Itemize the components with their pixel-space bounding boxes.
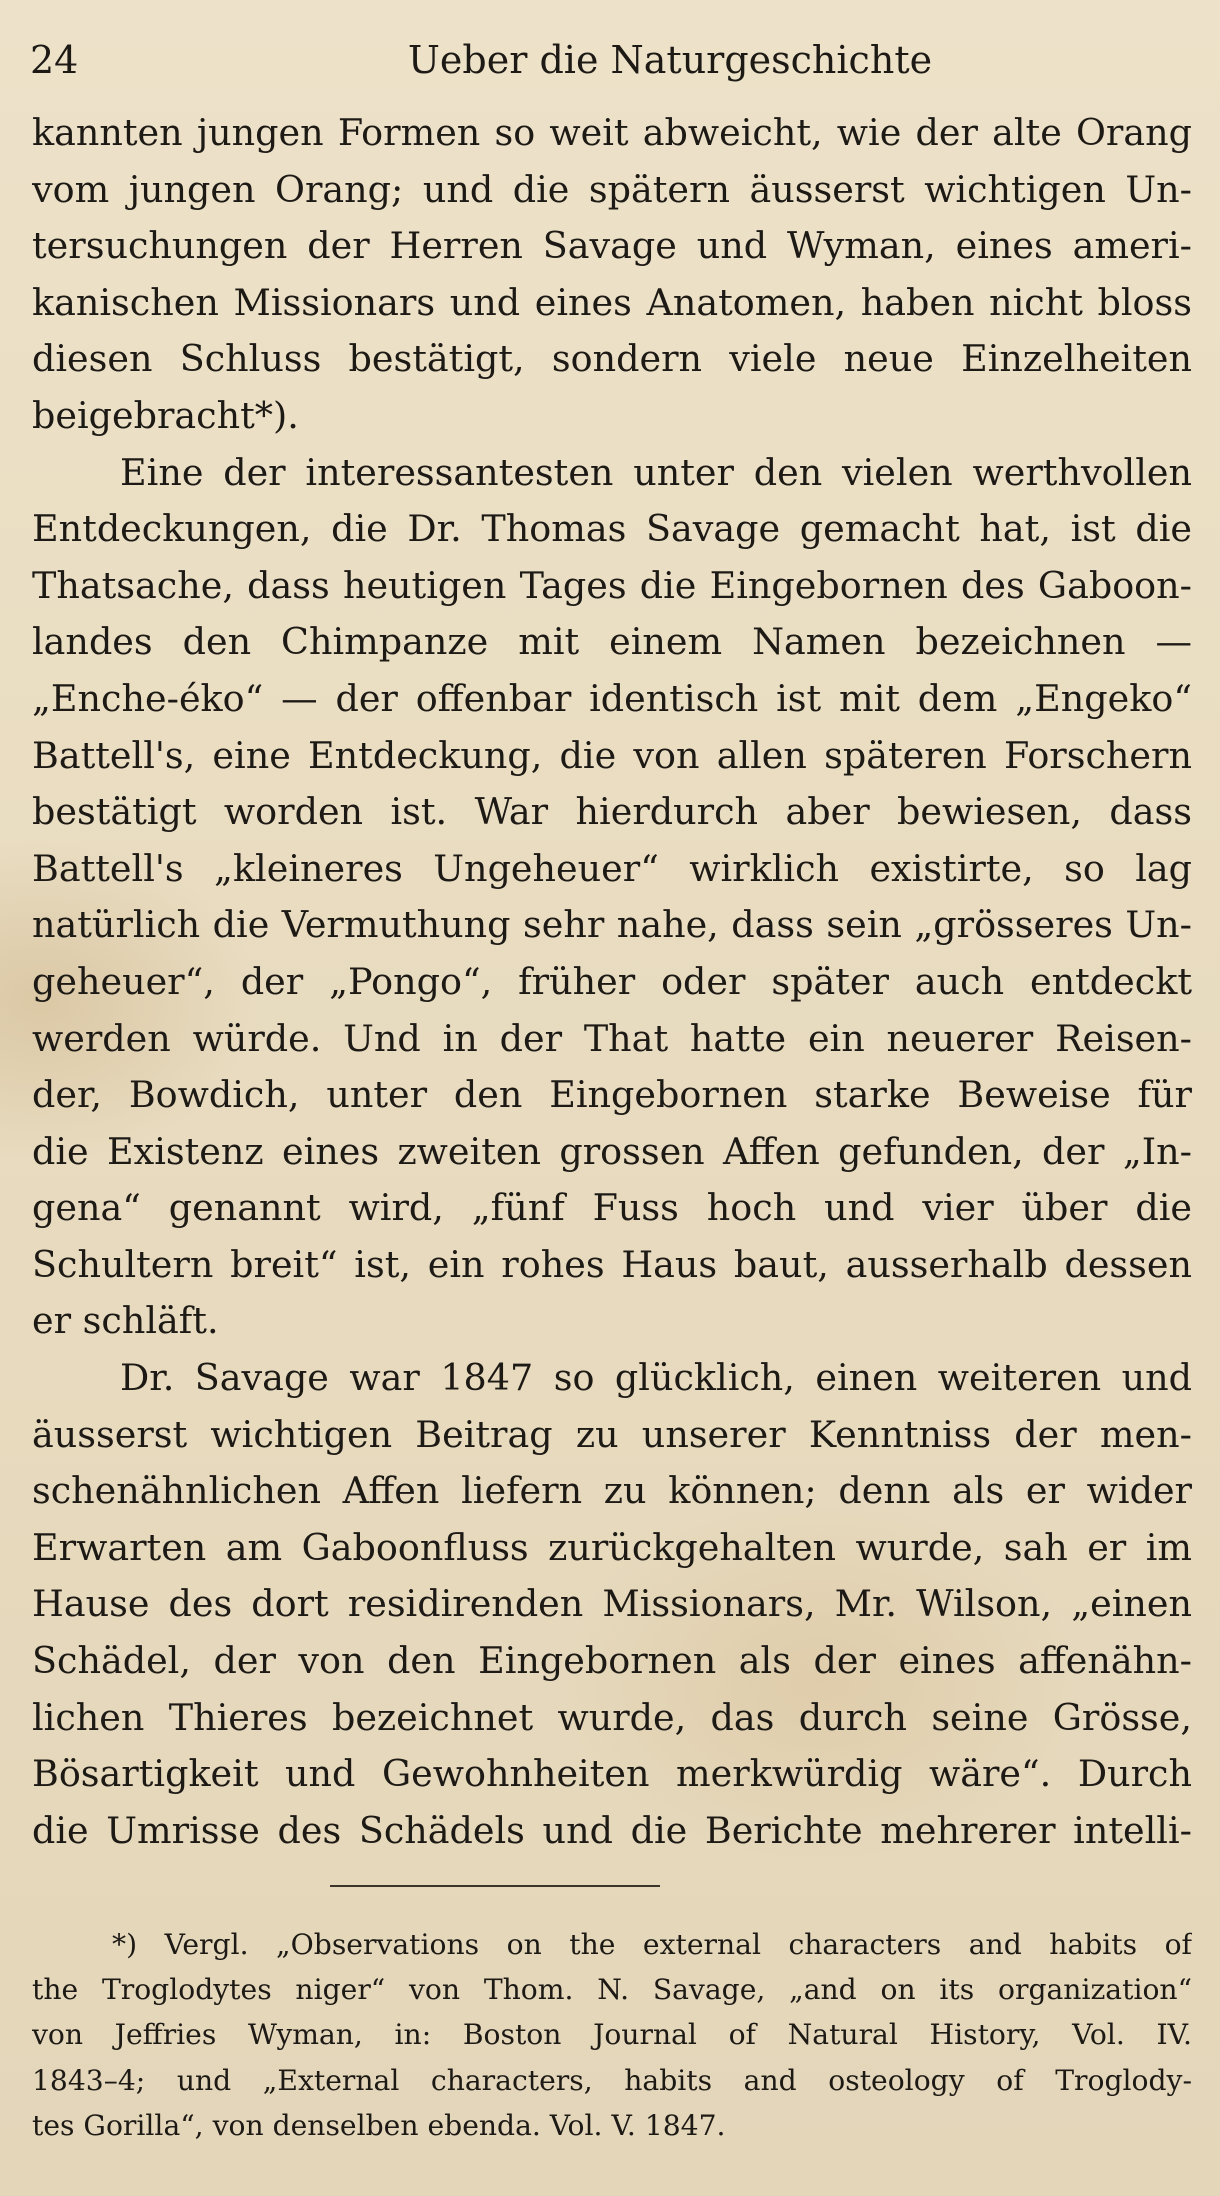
footnote-line: the Troglodytes niger“ von Thom. N. Savage, „and on its organization“	[32, 1973, 1192, 2007]
footnote-divider	[330, 1885, 660, 1887]
text-line: natürlich die Vermuthung sehr nahe, dass sein „grösseres Un-	[32, 903, 1192, 947]
text-line: diesen Schluss bestätigt, sondern viele neue Einzelheiten	[32, 337, 1192, 381]
text-line: Erwarten am Gaboonfluss zurückgehalten wurde, sah er im	[32, 1525, 1192, 1569]
text-line: lichen Thieres bezeichnet wurde, das durch seine Grösse,	[32, 1695, 1192, 1739]
text-line: der, Bowdich, unter den Eingebornen starke Beweise für	[32, 1073, 1192, 1117]
text-line: geheuer“, der „Pongo“, früher oder später auch entdeckt	[32, 959, 1192, 1003]
text-line: Dr. Savage war 1847 so glücklich, einen weiteren und	[120, 1356, 1192, 1400]
text-line: äusserst wichtigen Beitrag zu unserer Kenntniss der men-	[32, 1412, 1192, 1456]
text-line: kannten jungen Formen so weit abweicht, wie der alte Orang	[32, 111, 1192, 154]
text-line: tersuchungen der Herren Savage und Wyman, eines ameri-	[32, 224, 1192, 268]
footnote-line: *) Vergl. „Observations on the external characters and habits of	[112, 1928, 1192, 1961]
text-line: beigebracht*).	[32, 393, 299, 437]
text-line: bestätigt worden ist. War hierdurch aber bewiesen, dass	[32, 790, 1192, 834]
text-line: landes den Chimpanze mit einem Namen bezeichnen —	[32, 620, 1192, 664]
text-line: Hause des dort residirenden Missionars, Mr. Wilson, „einen	[32, 1582, 1192, 1626]
running-title: Ueber die Naturgeschichte	[407, 38, 933, 82]
text-line: werden würde. Und in der That hatte ein neuerer Reisen-	[32, 1016, 1192, 1060]
text-line: Eine der interessantesten unter den vielen werthvollen	[120, 450, 1192, 494]
footnote-line: 1843–4; und „External characters, habits and osteology of Troglody-	[32, 2063, 1192, 2097]
text-line: die Existenz eines zweiten grossen Affen gefunden, der „In-	[32, 1129, 1192, 1173]
text-line: Schädel, der von den Eingebornen als der eines affenähn-	[32, 1639, 1192, 1683]
page-number: 24	[30, 38, 79, 82]
text-line: die Umrisse des Schädels und die Berichte mehrerer intelli-	[32, 1808, 1192, 1852]
text-line: gena“ genannt wird, „fünf Fuss hoch und vier über die	[32, 1186, 1192, 1230]
text-line: er schläft.	[32, 1299, 219, 1343]
text-line: Bösartigkeit und Gewohnheiten merkwürdig wäre“. Durch	[32, 1752, 1192, 1796]
text-line: Battell's, eine Entdeckung, die von allen späteren Forschern	[32, 733, 1192, 777]
text-line: Schultern breit“ ist, ein rohes Haus baut, ausserhalb dessen	[32, 1242, 1192, 1286]
footnote-line: von Jeffries Wyman, in: Boston Journal of Natural History, Vol. IV.	[32, 2018, 1192, 2052]
text-line: „Enche-éko“ — der offenbar identisch ist mit dem „Engeko“	[32, 676, 1192, 720]
page-header	[30, 28, 1190, 88]
text-line: Thatsache, dass heutigen Tages die Eingebornen des Gaboon-	[32, 563, 1192, 607]
text-line: Battell's „kleineres Ungeheuer“ wirklich existirte, so lag	[32, 846, 1192, 890]
text-line: Entdeckungen, die Dr. Thomas Savage gemacht hat, ist die	[32, 507, 1192, 551]
text-line: vom jungen Orang; und die spätern äusserst wichtigen Un-	[32, 167, 1192, 211]
text-line: schenähnlichen Affen liefern zu können; denn als er wider	[32, 1469, 1192, 1513]
footnote	[32, 1922, 1192, 2148]
footnote-line: tes Gorilla“, von denselben ebenda. Vol. V. 1847.	[32, 2108, 726, 2142]
body-text	[32, 105, 1192, 1859]
text-line: kanischen Missionars und eines Anatomen, haben nicht bloss	[32, 280, 1192, 324]
